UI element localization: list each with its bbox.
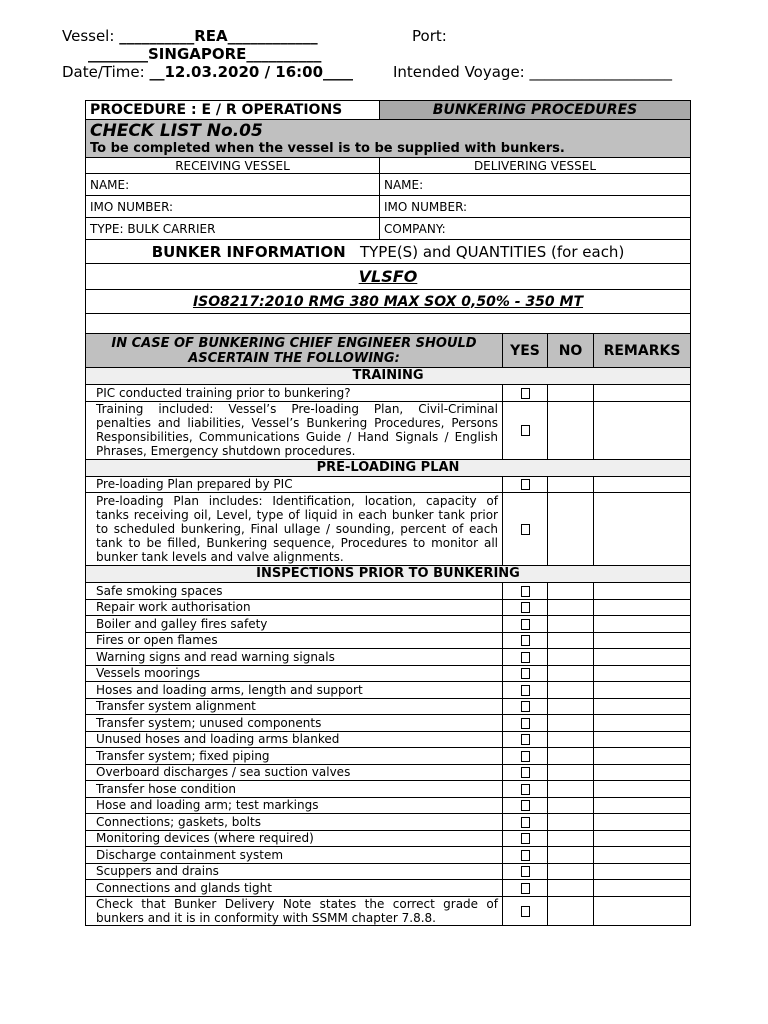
no-cell[interactable]: [548, 599, 594, 616]
checklist-row: [86, 649, 691, 666]
checklist-item-text: Warning signs and read warning signals: [86, 649, 503, 666]
no-cell[interactable]: [548, 814, 594, 831]
remarks-cell[interactable]: [594, 476, 691, 493]
checklist-item-text: Discharge containment system: [86, 847, 503, 864]
checkbox-icon[interactable]: [521, 751, 530, 762]
remarks-cell[interactable]: [594, 781, 691, 798]
checklist-item-text: PIC conducted training prior to bunkering?: [86, 385, 503, 402]
checkbox-icon[interactable]: [521, 734, 530, 745]
checklist-row: [86, 583, 691, 600]
checklist-item-text: Check that Bunker Delivery Note states the correct grade of bunkers and it is in conformity with SSMM chapter 7.8.8.: [86, 896, 503, 925]
voyage-value: ___________________: [529, 63, 673, 81]
yes-cell[interactable]: [503, 814, 548, 831]
remarks-cell[interactable]: [594, 863, 691, 880]
no-cell[interactable]: [548, 830, 594, 847]
yes-cell[interactable]: [503, 847, 548, 864]
no-cell[interactable]: [548, 880, 594, 897]
checkbox-icon[interactable]: [521, 425, 530, 436]
checklist-row: [86, 847, 691, 864]
no-cell[interactable]: [548, 698, 594, 715]
remarks-cell[interactable]: [594, 880, 691, 897]
remarks-cell[interactable]: [594, 830, 691, 847]
section-title: PRE-LOADING PLAN: [86, 459, 691, 476]
checklist-item-text: Pre-loading Plan includes: Identification, location, capacity of tanks receiving oil, Level, type of liquid in each bunker tank prior to scheduled bunkering, Final ullage / sounding, percent of each tank to be filled, Bunkering sequence, Procedures to monitor all bunker tank levels and valve alignments.: [86, 493, 503, 566]
checkbox-icon[interactable]: [521, 718, 530, 729]
vessel-line: [62, 27, 318, 45]
bunker-info-title: BUNKER INFORMATION: [151, 242, 346, 261]
no-cell[interactable]: [548, 682, 594, 699]
no-cell[interactable]: [548, 847, 594, 864]
checkbox-icon[interactable]: [521, 784, 530, 795]
checklist-row: [86, 401, 691, 459]
remarks-cell[interactable]: [594, 583, 691, 600]
fuel-name: VLSFO: [86, 264, 691, 290]
remarks-cell[interactable]: [594, 748, 691, 765]
checklist-row: [86, 715, 691, 732]
checklist-item-text: Training included: Vessel’s Pre-loading Plan, Civil-Criminal penalties and liabilities, Vessel’s Bunkering Procedures, Persons Responsibilities, Communications Guide / Hand Signals / English Phrases, Emergency shutdown procedures.: [86, 401, 503, 459]
checklist-item-text: Pre-loading Plan prepared by PIC: [86, 476, 503, 493]
procedure-title: BUNKERING PROCEDURES: [380, 101, 691, 120]
yes-cell[interactable]: [503, 797, 548, 814]
bunker-info-subtitle: TYPE(S) and QUANTITIES (for each): [359, 242, 625, 261]
section-title: INSPECTIONS PRIOR TO BUNKERING: [86, 566, 691, 583]
checkbox-icon[interactable]: [521, 619, 530, 630]
remarks-cell[interactable]: [594, 385, 691, 402]
receiving-type: TYPE: BULK CARRIER: [86, 218, 380, 240]
checklist-item-text: Connections; gaskets, bolts: [86, 814, 503, 831]
remarks-cell[interactable]: [594, 814, 691, 831]
yes-cell[interactable]: [503, 863, 548, 880]
checklist-row: [86, 476, 691, 493]
yes-header: YES: [503, 334, 548, 368]
checkbox-icon[interactable]: [521, 817, 530, 828]
checklist-row: [86, 616, 691, 633]
yes-cell[interactable]: [503, 896, 548, 925]
remarks-cell[interactable]: [594, 847, 691, 864]
no-cell[interactable]: [548, 896, 594, 925]
yes-cell[interactable]: [503, 385, 548, 402]
checkbox-icon[interactable]: [521, 602, 530, 613]
yes-cell[interactable]: [503, 682, 548, 699]
yes-cell[interactable]: [503, 830, 548, 847]
remarks-cell[interactable]: [594, 599, 691, 616]
remarks-cell[interactable]: [594, 715, 691, 732]
voyage-label: Intended Voyage:: [393, 63, 525, 81]
remarks-cell[interactable]: [594, 665, 691, 682]
port-value-text: ________SINGAPORE__________: [88, 45, 322, 63]
checkbox-icon[interactable]: [521, 652, 530, 663]
datetime-label: Date/Time:: [62, 63, 145, 81]
remarks-cell[interactable]: [594, 896, 691, 925]
checklist-row: [86, 632, 691, 649]
checklist-row: [86, 797, 691, 814]
checklist-item-text: Repair work authorisation: [86, 599, 503, 616]
checklist-item-text: Transfer system; unused components: [86, 715, 503, 732]
checklist-item-text: Monitoring devices (where required): [86, 830, 503, 847]
yes-cell[interactable]: [503, 649, 548, 666]
port-value: [88, 45, 321, 63]
checklist-item-text: Hoses and loading arms, length and support: [86, 682, 503, 699]
checkbox-icon[interactable]: [521, 850, 530, 861]
checklist-title: CHECK LIST No.05: [90, 121, 263, 141]
checklist-header: [86, 120, 691, 158]
checkbox-icon[interactable]: [521, 479, 530, 490]
no-cell[interactable]: [548, 632, 594, 649]
checklist-row: [86, 698, 691, 715]
checklist-row: [86, 880, 691, 897]
delivering-vessel-header: DELIVERING VESSEL: [380, 158, 691, 174]
remarks-cell[interactable]: [594, 632, 691, 649]
datetime-line: [62, 63, 353, 81]
voyage-line: [393, 63, 672, 81]
checkbox-icon[interactable]: [521, 668, 530, 679]
checklist-item-text: Unused hoses and loading arms blanked: [86, 731, 503, 748]
bunker-info-row: [86, 240, 691, 264]
checklist-row: [86, 682, 691, 699]
checklist-row: [86, 493, 691, 566]
receiving-name: NAME:: [86, 174, 380, 196]
info-table: [85, 100, 691, 336]
checklist-item-text: Scuppers and drains: [86, 863, 503, 880]
yes-cell[interactable]: [503, 880, 548, 897]
remarks-cell[interactable]: [594, 649, 691, 666]
checkbox-icon[interactable]: [521, 586, 530, 597]
datetime-value: __12.03.2020 / 16:00____: [149, 63, 354, 81]
checklist-item-text: Overboard discharges / sea suction valves: [86, 764, 503, 781]
delivering-name: NAME:: [380, 174, 691, 196]
checklist-row: [86, 781, 691, 798]
no-cell[interactable]: [548, 385, 594, 402]
checkbox-icon[interactable]: [521, 833, 530, 844]
checklist-subtitle: To be completed when the vessel is to be supplied with bunkers.: [90, 141, 565, 156]
remarks-cell[interactable]: [594, 401, 691, 459]
port-label: Port:: [412, 27, 447, 45]
section-title: TRAINING: [86, 368, 691, 385]
checkbox-icon[interactable]: [521, 767, 530, 778]
checklist-item-text: Hose and loading arm; test markings: [86, 797, 503, 814]
no-cell[interactable]: [548, 665, 594, 682]
checklist-row: [86, 599, 691, 616]
yes-cell[interactable]: [503, 781, 548, 798]
checklist-row: [86, 731, 691, 748]
receiving-vessel-header: RECEIVING VESSEL: [86, 158, 380, 174]
remarks-cell[interactable]: [594, 797, 691, 814]
vessel-label: Vessel:: [62, 27, 115, 45]
yes-cell[interactable]: [503, 493, 548, 566]
remarks-cell[interactable]: [594, 764, 691, 781]
checkbox-icon[interactable]: [521, 701, 530, 712]
checklist-item-text: Transfer system; fixed piping: [86, 748, 503, 765]
remarks-cell[interactable]: [594, 682, 691, 699]
checklist-item-text: Fires or open flames: [86, 632, 503, 649]
yes-cell[interactable]: [503, 632, 548, 649]
fuel-spec: ISO8217:2010 RMG 380 MAX SOX 0,50% - 350 MT: [86, 290, 691, 314]
checklist-row: [86, 896, 691, 925]
no-cell[interactable]: [548, 748, 594, 765]
remarks-cell[interactable]: [594, 731, 691, 748]
checklist-item-text: Safe smoking spaces: [86, 583, 503, 600]
yes-cell[interactable]: [503, 616, 548, 633]
checkbox-icon[interactable]: [521, 883, 530, 894]
yes-cell[interactable]: [503, 599, 548, 616]
delivering-company: COMPANY:: [380, 218, 691, 240]
checkbox-icon[interactable]: [521, 635, 530, 646]
no-cell[interactable]: [548, 715, 594, 732]
remarks-cell[interactable]: [594, 698, 691, 715]
checklist-table: [85, 333, 691, 926]
remarks-header: REMARKS: [594, 334, 691, 368]
no-cell[interactable]: [548, 731, 594, 748]
checklist-row: [86, 830, 691, 847]
delivering-imo: IMO NUMBER:: [380, 196, 691, 218]
checkbox-icon[interactable]: [521, 524, 530, 535]
procedure-label: PROCEDURE : E / R OPERATIONS: [86, 101, 380, 120]
yes-cell[interactable]: [503, 401, 548, 459]
yes-cell[interactable]: [503, 665, 548, 682]
yes-cell[interactable]: [503, 476, 548, 493]
no-cell[interactable]: [548, 616, 594, 633]
instruction-header: IN CASE OF BUNKERING CHIEF ENGINEER SHOULD ASCERTAIN THE FOLLOWING:: [86, 334, 503, 368]
checkbox-icon[interactable]: [521, 866, 530, 877]
vessel-value: __________REA____________: [119, 27, 318, 45]
no-cell[interactable]: [548, 583, 594, 600]
no-header: NO: [548, 334, 594, 368]
yes-cell[interactable]: [503, 583, 548, 600]
checkbox-icon[interactable]: [521, 906, 530, 917]
checklist-row: [86, 814, 691, 831]
yes-cell[interactable]: [503, 764, 548, 781]
checklist-row: [86, 748, 691, 765]
no-cell[interactable]: [548, 401, 594, 459]
no-cell[interactable]: [548, 863, 594, 880]
yes-cell[interactable]: [503, 715, 548, 732]
no-cell[interactable]: [548, 781, 594, 798]
checklist-item-text: Transfer hose condition: [86, 781, 503, 798]
no-cell[interactable]: [548, 649, 594, 666]
checklist-row: [86, 764, 691, 781]
checkbox-icon[interactable]: [521, 685, 530, 696]
remarks-cell[interactable]: [594, 616, 691, 633]
checklist-row: [86, 863, 691, 880]
yes-cell[interactable]: [503, 748, 548, 765]
no-cell[interactable]: [548, 764, 594, 781]
no-cell[interactable]: [548, 493, 594, 566]
no-cell[interactable]: [548, 476, 594, 493]
no-cell[interactable]: [548, 797, 594, 814]
remarks-cell[interactable]: [594, 493, 691, 566]
checklist-row: [86, 665, 691, 682]
receiving-imo: IMO NUMBER:: [86, 196, 380, 218]
yes-cell[interactable]: [503, 698, 548, 715]
checkbox-icon[interactable]: [521, 800, 530, 811]
checklist-item-text: Vessels moorings: [86, 665, 503, 682]
checklist-item-text: Boiler and galley fires safety: [86, 616, 503, 633]
checklist-item-text: Transfer system alignment: [86, 698, 503, 715]
checkbox-icon[interactable]: [521, 388, 530, 399]
yes-cell[interactable]: [503, 731, 548, 748]
checklist-item-text: Connections and glands tight: [86, 880, 503, 897]
checklist-row: [86, 385, 691, 402]
